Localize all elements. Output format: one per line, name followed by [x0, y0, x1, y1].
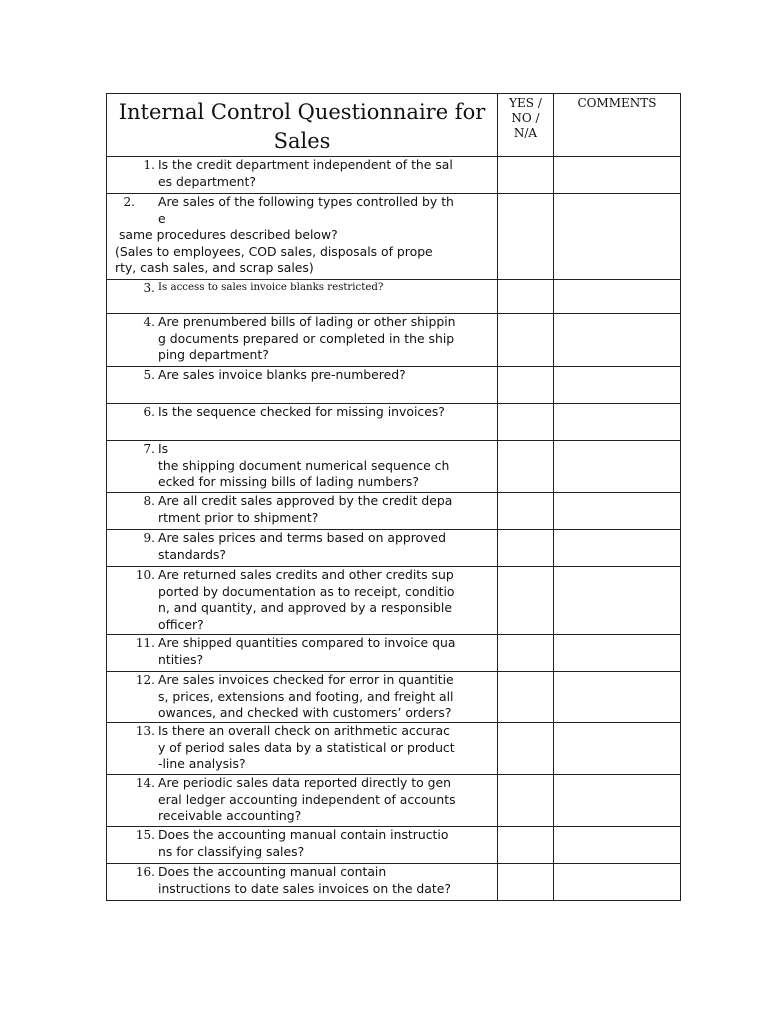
- comment-cell[interactable]: [554, 367, 681, 404]
- comment-cell[interactable]: [554, 827, 681, 864]
- question-text-line: Are periodic sales data reported directly to gen: [158, 775, 452, 790]
- answer-cell[interactable]: [498, 404, 554, 441]
- question-number: 14.: [135, 776, 155, 790]
- na-label: N/A: [513, 126, 538, 140]
- question-text-line: Are sales of the following types controlled by th: [158, 194, 454, 209]
- question-number: 12.: [135, 673, 155, 687]
- answer-cell[interactable]: [498, 314, 554, 367]
- answer-cell[interactable]: [498, 635, 554, 672]
- question-text-line: Is the sequence checked for missing invoices?: [158, 404, 445, 419]
- comment-cell[interactable]: [554, 723, 681, 775]
- question-text-line: instructions to date sales invoices on the date?: [158, 880, 451, 896]
- question-cell: [107, 493, 498, 530]
- question-row-14: [107, 775, 681, 827]
- yes-no-na-header: [498, 94, 554, 157]
- question-text-line: Is the credit department independent of the sal: [158, 157, 453, 172]
- question-cell: [107, 530, 498, 567]
- question-number: 15.: [135, 828, 155, 842]
- question-text-line: ecked for missing bills of lading numbers?: [158, 474, 419, 489]
- question-row-3: [107, 280, 681, 314]
- question-text-line: Are all credit sales approved by the credit depa: [158, 493, 453, 508]
- question-cell: [107, 157, 498, 194]
- question-cell: [107, 864, 498, 901]
- question-number: 11.: [135, 636, 155, 650]
- question-cell: [107, 635, 498, 672]
- answer-cell[interactable]: [498, 280, 554, 314]
- answer-cell[interactable]: [498, 194, 554, 280]
- question-row-13: [107, 723, 681, 775]
- question-cell: [107, 404, 498, 441]
- question-cell: [107, 723, 498, 775]
- question-row-9: [107, 530, 681, 567]
- question-row-16: [107, 864, 681, 901]
- answer-cell[interactable]: [498, 775, 554, 827]
- question-text-line: Does the accounting manual contain: [158, 864, 387, 879]
- comment-cell[interactable]: [554, 314, 681, 367]
- question-row-11: [107, 635, 681, 672]
- title-line-1: Internal Control Questionnaire for: [118, 100, 486, 124]
- question-cell: [107, 775, 498, 827]
- question-text-line: Are shipped quantities compared to invoice qua: [158, 635, 456, 650]
- question-text-line: owances, and checked with customers’ orders?: [158, 705, 452, 720]
- question-row-7: [107, 441, 681, 493]
- question-cell: [107, 314, 498, 367]
- question-cell: [107, 441, 498, 493]
- question-text-line: rty, cash sales, and scrap sales): [115, 260, 314, 275]
- answer-cell[interactable]: [498, 723, 554, 775]
- comments-label: COMMENTS: [577, 96, 657, 110]
- question-text-line: Is access to sales invoice blanks restricted?: [158, 282, 384, 293]
- questionnaire-title: [107, 94, 498, 157]
- question-number: 8.: [143, 494, 155, 508]
- question-row-15: [107, 827, 681, 864]
- question-text-line: standards?: [158, 546, 226, 562]
- title-line-2: Sales: [273, 129, 331, 153]
- question-cell: [107, 280, 498, 314]
- question-number: 5.: [143, 368, 155, 382]
- question-number: 4.: [143, 315, 155, 329]
- comment-cell[interactable]: [554, 493, 681, 530]
- question-row-5: [107, 367, 681, 404]
- question-text-line: Are sales invoice blanks pre-numbered?: [158, 367, 406, 382]
- comment-cell[interactable]: [554, 567, 681, 635]
- question-text-line: ping department?: [158, 347, 269, 362]
- answer-cell[interactable]: [498, 864, 554, 901]
- comment-cell[interactable]: [554, 441, 681, 493]
- question-number: 3.: [143, 281, 155, 295]
- question-row-6: [107, 404, 681, 441]
- comment-cell[interactable]: [554, 530, 681, 567]
- question-text-line: Are prenumbered bills of lading or other shippin: [158, 314, 456, 329]
- header-row: [107, 94, 681, 157]
- question-text-line: same procedures described below?: [115, 227, 338, 242]
- answer-cell[interactable]: [498, 567, 554, 635]
- question-text-line: the shipping document numerical sequence ch: [158, 457, 450, 473]
- question-row-4: [107, 314, 681, 367]
- question-text-line: rtment prior to shipment?: [158, 509, 319, 525]
- answer-cell[interactable]: [498, 441, 554, 493]
- question-text-line: y of period sales data by a statistical or product: [158, 739, 455, 755]
- question-cell: [107, 827, 498, 864]
- question-number: 16.: [135, 865, 155, 879]
- question-text-line: ntities?: [158, 651, 204, 667]
- question-number: 9.: [143, 531, 155, 545]
- question-text-line: -line analysis?: [158, 756, 246, 771]
- question-number: 13.: [135, 724, 155, 738]
- comment-cell[interactable]: [554, 864, 681, 901]
- question-text-line: ns for classifying sales?: [158, 843, 305, 859]
- comment-cell[interactable]: [554, 635, 681, 672]
- answer-cell[interactable]: [498, 493, 554, 530]
- yes-label: YES /: [509, 96, 542, 110]
- comment-cell[interactable]: [554, 157, 681, 194]
- question-text-line: g documents prepared or completed in the ship: [158, 330, 455, 346]
- question-text-line: e: [158, 210, 166, 226]
- question-text-line: (Sales to employees, COD sales, disposals of prope: [115, 243, 433, 259]
- question-cell: [107, 367, 498, 404]
- question-number: 2.: [123, 195, 135, 209]
- question-row-10: [107, 567, 681, 635]
- comment-cell[interactable]: [554, 404, 681, 441]
- question-row-8: [107, 493, 681, 530]
- question-row-12: [107, 672, 681, 723]
- question-row-1: [107, 157, 681, 194]
- question-text-line: s, prices, extensions and footing, and freight all: [158, 688, 454, 704]
- question-text-line: officer?: [158, 616, 204, 632]
- question-cell: [107, 567, 498, 635]
- answer-cell[interactable]: [498, 157, 554, 194]
- question-row-2: [107, 194, 681, 280]
- question-number: 7.: [143, 442, 155, 456]
- question-text-line: Are sales prices and terms based on approved: [158, 530, 446, 545]
- question-number: 6.: [143, 405, 155, 419]
- question-text-line: ported by documentation as to receipt, conditio: [158, 583, 455, 599]
- comment-cell[interactable]: [554, 775, 681, 827]
- question-cell: [107, 672, 498, 723]
- question-number: 1.: [143, 158, 155, 172]
- question-text-line: es department?: [158, 173, 256, 189]
- comment-cell[interactable]: [554, 672, 681, 723]
- question-number: 10.: [135, 568, 155, 582]
- comment-cell[interactable]: [554, 280, 681, 314]
- question-text-line: Is: [158, 441, 169, 456]
- question-text-line: Are returned sales credits and other credits sup: [158, 567, 454, 582]
- question-text-line: n, and quantity, and approved by a responsible: [158, 600, 452, 615]
- question-text-line: Does the accounting manual contain instructio: [158, 827, 449, 842]
- question-text-line: Is there an overall check on arithmetic accurac: [158, 723, 450, 738]
- question-text-line: receivable accounting?: [158, 808, 302, 823]
- comment-cell[interactable]: [554, 194, 681, 280]
- question-cell: [107, 194, 498, 280]
- question-text-line: Are sales invoices checked for error in quantitie: [158, 672, 454, 687]
- no-label: NO /: [511, 111, 540, 125]
- answer-cell[interactable]: [498, 367, 554, 404]
- answer-cell[interactable]: [498, 530, 554, 567]
- answer-cell[interactable]: [498, 827, 554, 864]
- questionnaire-table: [106, 93, 681, 901]
- question-text-line: eral ledger accounting independent of accounts: [158, 791, 456, 807]
- answer-cell[interactable]: [498, 672, 554, 723]
- comments-header: [554, 94, 681, 157]
